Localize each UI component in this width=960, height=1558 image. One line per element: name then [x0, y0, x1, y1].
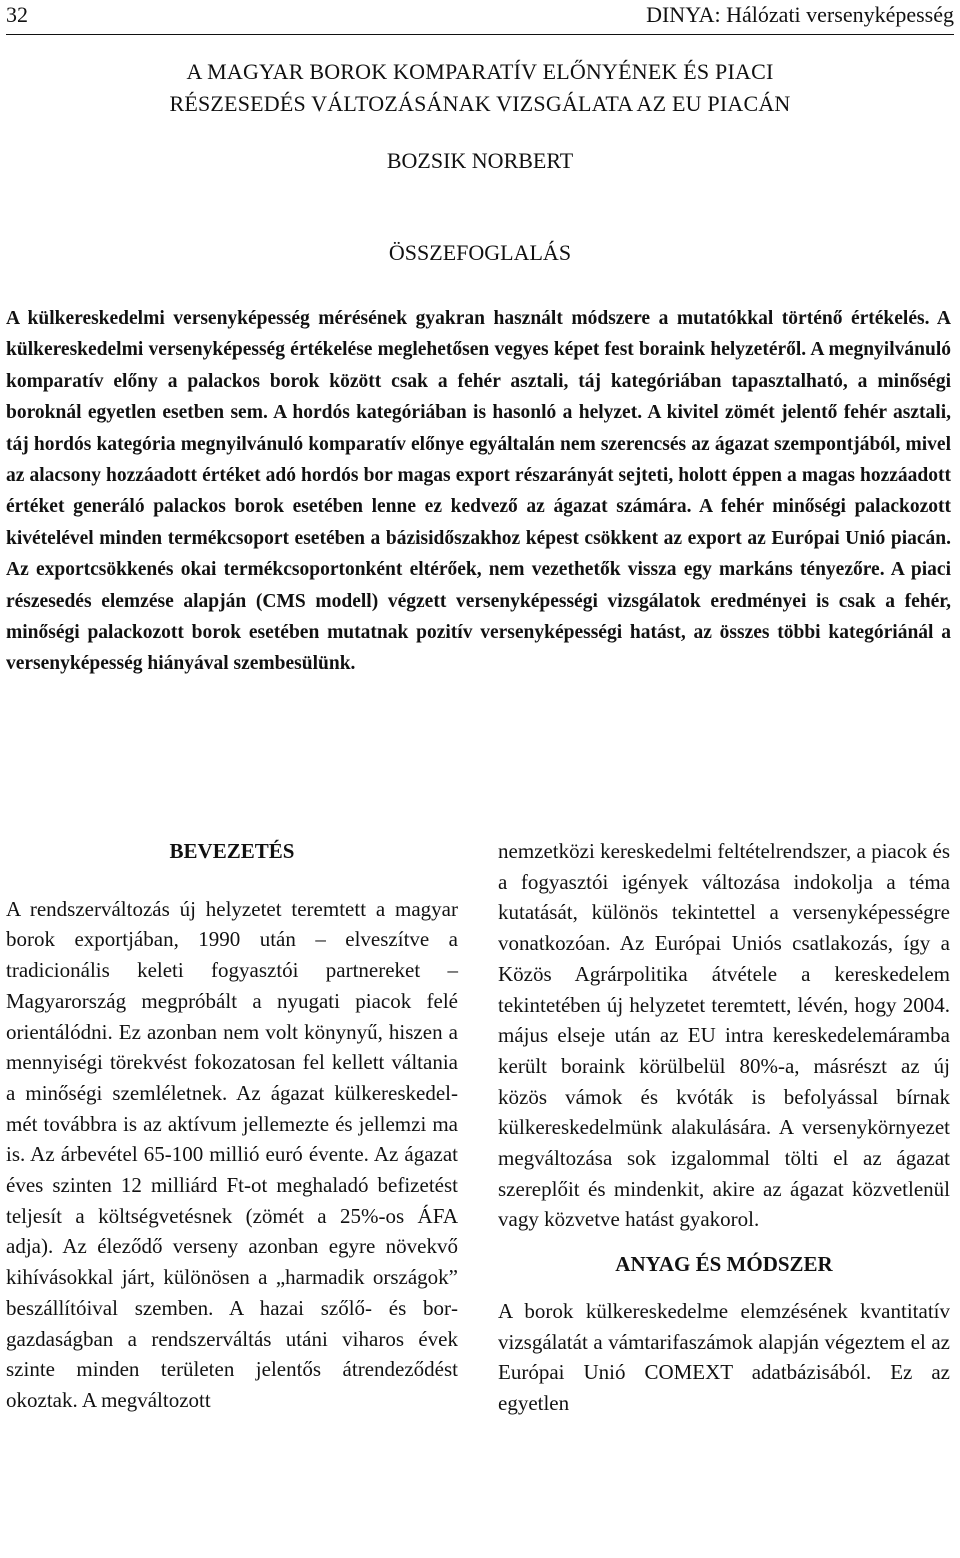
right-column [498, 836, 950, 1419]
page-header [6, 2, 954, 35]
summary-heading: ÖSSZEFOGLALÁS [388, 240, 572, 265]
introduction-text-right: nemzetközi kereskedelmi feltételrendszer, a piacok és a fogyasztói igények változása indokolja a téma kutatását, különös tekintettel a versenyképességre vonatkozóan. Az Európai Uniós csatlakozás, így a Közös Agrárpolitika átvétele a kereskedelem tekintetében új helyzetet teremtett, lévén, hogy 2004. május elseje után az EU intra kereskedelemáramba került boraink körülbelül 80%-a, másrészt az új közös vámok és kvóták is befolyással bírnak külkereskedelmünk alakulására. A versenykörnyezet megváltozása sok izgalommal tölti el az ágazat szereplőit és mindenkit, akire az ágazat közvetlenül vagy közvetve hatást gyakorol. [498, 839, 950, 1232]
methods-heading: ANYAG ÉS MÓDSZER [615, 1252, 833, 1277]
methods-text: A borok külkereskedelme elemzésének kvantitatív vizsgálatát a vámtarifaszámok alapján végeztem el az Európai Unió COMEXT adatbázisából. Ez az egyetlen [498, 1298, 950, 1415]
title-line-2: RÉSZESEDÉS VÁLTOZÁSÁNAK VIZSGÁLATA AZ EU PIACÁN [169, 91, 791, 116]
title-line-1: A MAGYAR BOROK KOMPARATÍV ELŐNYÉNEK ÉS PIACI [186, 59, 774, 84]
left-column [6, 836, 458, 1416]
introduction-heading: BEVEZETÉS [169, 839, 295, 863]
running-title: DINYA: Hálózati versenyképesség [646, 2, 954, 27]
introduction-text-left: A rendszerváltozás új helyzetet teremtett a magyar borok exportjában, 1990 után – elveszítve a tradicionális keleti fogyasztói partnereket – Magyarország megpróbált a nyugati piacok felé orientálódni. Ez azonban nem volt könynyű, hiszen a mennyiségi törekvést fokozatosan fel kellett váltania a minőségi szemléletnek. Az ágazat külkereskedelmét továbbra is az aktívum jellemezte és jellemzi ma is. Az árbevétel 65-100 millió euró évente. Az ágazat éves szinten 12 milliárd Ft-ot meghaladó befizetést teljesít a költségvetésnek (zömét a 25%-os ÁFA adja). Az éleződő verseny azonban egyre növekvő kihívásokkal járt, különösen a „harmadik országok” beszállítóival szemben. A hazai szőlő- és borgazdaságban a rendszerváltás utáni viharos évek szinte minden területen jelentős átrendeződést okoztak. A megváltozott [6, 896, 458, 1412]
summary-text: A külkereskedelmi versenyképesség mérésének gyakran használt módszere a mutatókkal történő értékelés. A külkereskedelmi versenyképesség értékelése meglehetősen vegyes képet fest boraink helyzetéről. A megnyilvánuló komparatív előny a palackos borok között csak a fehér asztali, táj kategóriában tapasztalható, a minőségi boroknál egyetlen esetben sem. A hordós kategóriában is hasonló a helyzet. A kivitel zömét jelentő fehér asztali, táj hordós kategória megnyilvánuló komparatív előnye egyáltalán nem szerencsés az ágazat szempontjából, mivel az alacsony hozzáadott értéket adó hordós bor magas export részarányát sejteti, holott éppen a magas hozzáadott értéket generáló palackos borok esetében lenne ez kedvező az ágazat számára. A fehér minőségi palackozott kivételével minden termékcsoport esetében a bázisidőszakhoz képest csökkent az export az Európai Unió piacán. Az exportcsökkenés okai termékcsoportonként eltérőek, nem vezethetők vissza egy markáns tényezőre. A piaci részesedés elemzése alapján (CMS modell) végzett versenyképességi vizsgálatok eredményei is csak a fehér, minőségi palackozott borok esetében mutatnak pozitív versenyképességi hatást, az összes többi kategóriánál a versenyképesség hiányával szembesülünk. [6, 308, 951, 675]
author-name: BOZSIK NORBERT [386, 148, 574, 173]
page-number: 32 [6, 2, 28, 27]
article-title [0, 56, 960, 120]
